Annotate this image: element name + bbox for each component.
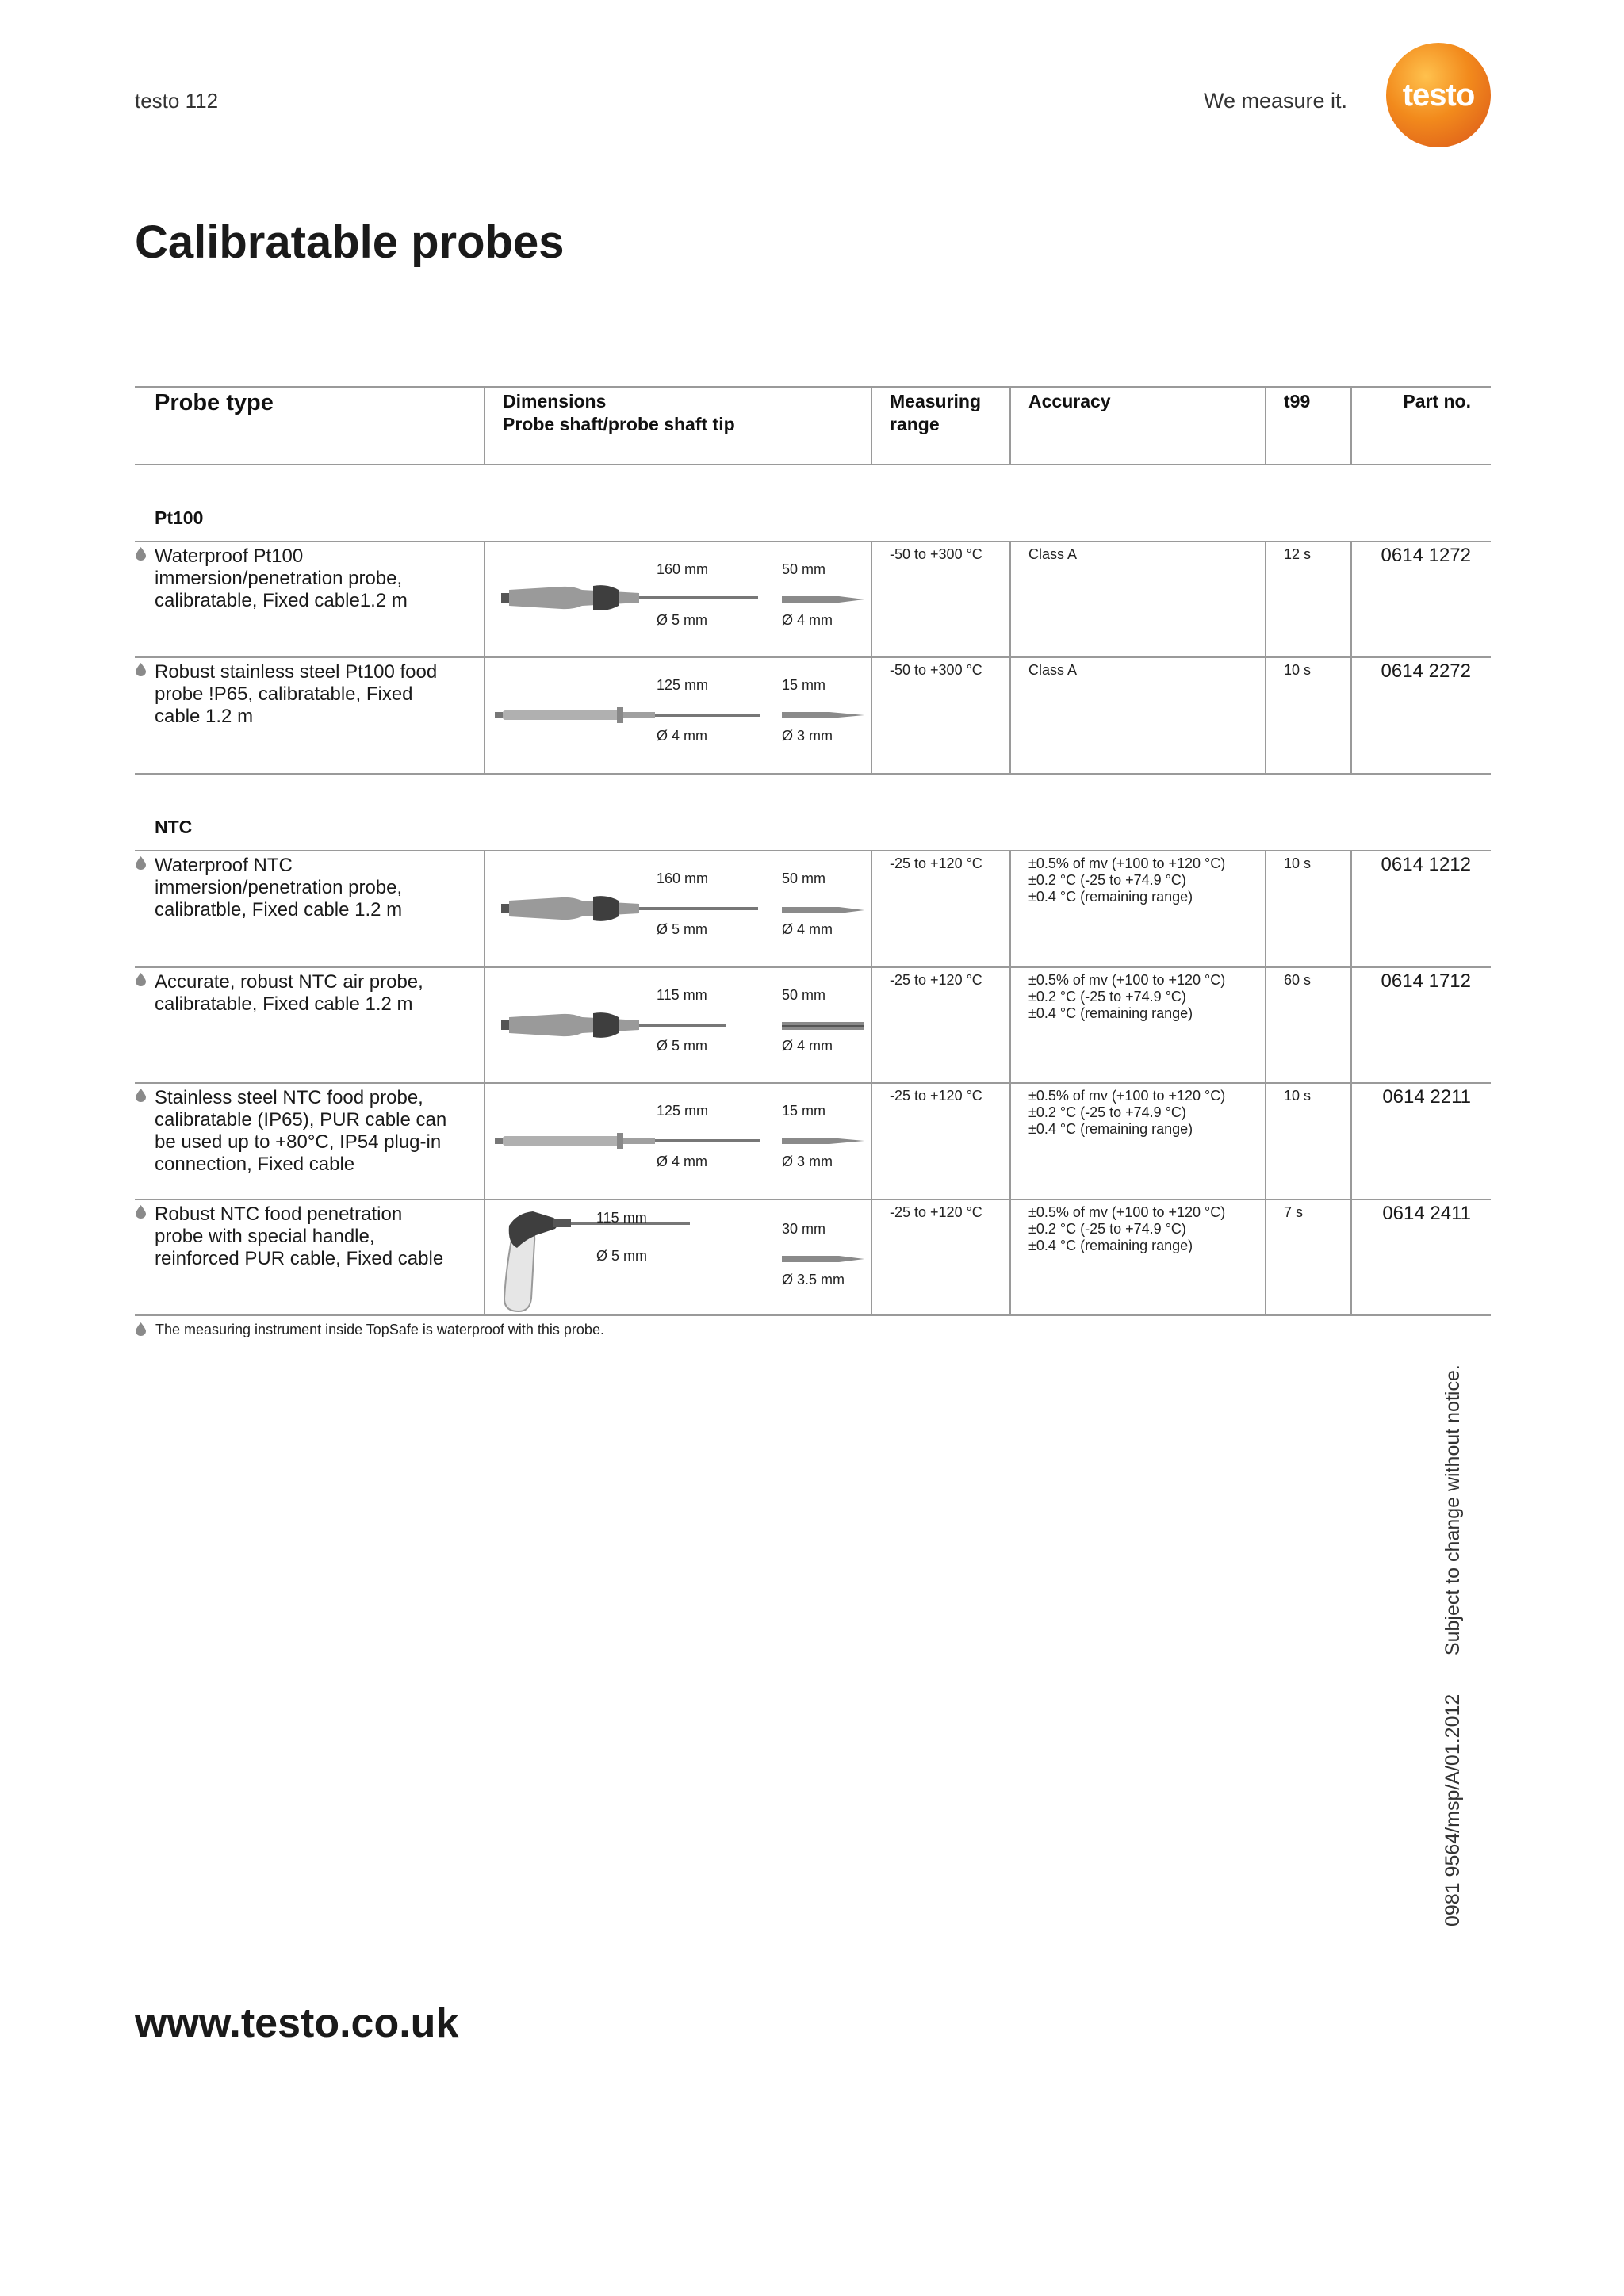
table-rule [135,386,1491,388]
probe-description-line: be used up to +80°C, IP54 plug-in [155,1131,442,1153]
probe-tip-image [782,1253,864,1265]
footnote: The measuring instrument inside TopSafe is waterproof with this probe. [155,1322,604,1337]
accuracy [1028,546,1077,563]
slogan: We measure it. [1204,89,1348,113]
t99-value: 10 s [1284,1088,1312,1104]
probe-description-line: calibratable, Fixed cable1.2 m [155,590,408,611]
table-vrule [871,386,872,464]
measuring-range: -25 to +120 °C [890,1088,982,1104]
table-vrule [1009,850,1011,1314]
shaft-diameter: Ø 5 mm [596,1248,648,1264]
shaft-diameter: Ø 4 mm [657,728,708,744]
table-vrule [1265,850,1266,1314]
probe-description-line: Accurate, robust NTC air probe, [155,971,423,993]
probe-description-line: probe !P65, calibratable, Fixed [155,683,413,705]
t99-value: 10 s [1284,662,1312,678]
table-rule [135,464,1491,465]
shaft-length: 160 mm [657,561,709,577]
probe-handle-image [498,1203,693,1313]
shaft-diameter: Ø 5 mm [657,612,708,628]
shaft-diameter: Ø 5 mm [657,1038,708,1054]
tip-diameter: Ø 3 mm [782,728,833,744]
header-range-line1: Measuring [890,391,982,411]
accuracy-line: Class A [1028,662,1078,678]
header-probe-type: Probe type [155,390,274,415]
tip-length: 15 mm [782,1103,826,1119]
table-rule [135,773,1491,775]
accuracy-line: ±0.5% of mv (+100 to +120 °C) [1028,1204,1226,1220]
logo-text: testo [1402,78,1475,113]
table-vrule [871,850,872,1314]
t99-value: 60 s [1284,972,1312,988]
probe-description [155,661,488,728]
probe-description [155,1203,488,1270]
table-rule [135,966,1491,968]
probe-description-line: connection, Fixed cable [155,1154,355,1175]
accuracy-line: ±0.4 °C (remaining range) [1028,1121,1193,1137]
probe-description-line: calibratble, Fixed cable 1.2 m [155,899,403,920]
tip-diameter: Ø 4 mm [782,612,833,628]
shaft-length: 115 mm [657,987,707,1003]
measuring-range: -50 to +300 °C [890,662,982,678]
section-ntc: NTC [155,817,193,837]
probe-description-line: calibratable, Fixed cable 1.2 m [155,993,413,1015]
part-number: 0614 2272 [1381,660,1471,682]
part-number: 0614 1212 [1381,854,1471,875]
table-vrule [1265,386,1266,464]
probe-tip-image [782,1135,864,1146]
probe-description-line: immersion/penetration probe, [155,568,403,589]
header-t99: t99 [1284,391,1311,411]
t99-value: 7 s [1284,1204,1304,1220]
shaft-length: 125 mm [657,677,709,693]
water-drop-icon [136,1089,146,1102]
tip-diameter: Ø 3.5 mm [782,1272,845,1288]
accuracy-line: ±0.2 °C (-25 to +74.9 °C) [1028,1104,1186,1120]
accuracy-line: ±0.4 °C (remaining range) [1028,1005,1193,1021]
measuring-range: -25 to +120 °C [890,855,982,871]
measuring-range: -25 to +120 °C [890,972,982,988]
probe-description [155,1087,488,1176]
table-rule [135,1199,1491,1200]
table-vrule [1265,541,1266,773]
accuracy [1028,972,1225,1022]
measuring-range: -25 to +120 °C [890,1204,982,1220]
t99-value: 12 s [1284,546,1312,562]
probe-handle-image [493,1130,763,1152]
table-rule [135,541,1491,542]
shaft-length: 160 mm [657,871,709,886]
tip-length: 50 mm [782,561,826,577]
tip-diameter: Ø 4 mm [782,921,833,937]
tip-length: 50 mm [782,871,826,886]
water-drop-icon [136,1205,146,1219]
probe-handle-image [500,891,761,926]
page-title: Calibratable probes [135,216,565,268]
accuracy [1028,1204,1225,1254]
probe-description [155,855,488,921]
probe-tip-image [782,1020,864,1032]
tip-diameter: Ø 4 mm [782,1038,833,1054]
section-pt100: Pt100 [155,507,204,528]
shaft-length: 125 mm [657,1103,709,1119]
accuracy-line: ±0.5% of mv (+100 to +120 °C) [1028,1088,1226,1104]
tip-length: 15 mm [782,677,826,693]
table-vrule [1009,541,1011,773]
probe-description-line: reinforced PUR cable, Fixed cable [155,1248,444,1269]
probe-tip-image [782,710,864,721]
probe-description-line: probe with special handle, [155,1226,375,1247]
probe-handle-image [500,580,761,615]
accuracy-line: ±0.5% of mv (+100 to +120 °C) [1028,972,1226,988]
part-number: 0614 2211 [1382,1086,1471,1108]
table-vrule [1350,850,1352,1314]
water-drop-icon [136,856,146,870]
product-name: testo 112 [135,89,219,113]
table-vrule [1009,386,1011,464]
table-vrule [1350,541,1352,773]
accuracy-line: ±0.2 °C (-25 to +74.9 °C) [1028,1221,1186,1237]
shaft-diameter: Ø 5 mm [657,921,708,937]
probe-description [155,545,488,612]
probe-description-line: Waterproof Pt100 [155,545,304,567]
table-rule [135,656,1491,658]
header-part-no: Part no. [1403,391,1471,411]
shaft-diameter: Ø 4 mm [657,1154,708,1169]
probe-tip-image [782,593,864,606]
water-drop-icon [136,1322,146,1336]
probe-description-line: immersion/penetration probe, [155,877,403,898]
accuracy-line: ±0.2 °C (-25 to +74.9 °C) [1028,872,1186,888]
probe-description-line: Stainless steel NTC food probe, [155,1087,423,1108]
probe-description-line: Robust stainless steel Pt100 food [155,661,438,683]
table-vrule [484,386,485,464]
probe-description [155,971,488,1016]
water-drop-icon [136,973,146,986]
probe-handle-image [493,704,763,726]
side-note: 0981 9564/msp/A/01.2012 Subject to change without notice. [1442,1364,1464,1927]
probe-tip-image [782,904,864,916]
header-range-line2: range [890,414,940,434]
tip-length: 30 mm [782,1221,826,1237]
table-rule [135,1314,1491,1316]
part-number: 0614 1272 [1381,545,1471,566]
accuracy [1028,662,1077,679]
accuracy-line: ±0.2 °C (-25 to +74.9 °C) [1028,989,1186,1004]
probe-description-line: Waterproof NTC [155,855,293,876]
header-dimensions-line2: Probe shaft/probe shaft tip [503,414,735,434]
tip-diameter: Ø 3 mm [782,1154,833,1169]
header-dimensions [503,390,735,436]
accuracy [1028,1088,1225,1138]
website-url: www.testo.co.uk [135,2000,459,2046]
accuracy-line: ±0.4 °C (remaining range) [1028,1238,1193,1253]
tip-length: 50 mm [782,987,826,1003]
table-vrule [871,541,872,773]
header-dimensions-line1: Dimensions [503,391,607,411]
accuracy-line: ±0.4 °C (remaining range) [1028,889,1193,905]
accuracy [1028,855,1225,905]
table-rule [135,1082,1491,1084]
probe-description-line: calibratable (IP65), PUR cable can [155,1109,447,1131]
accuracy-line: ±0.5% of mv (+100 to +120 °C) [1028,855,1226,871]
accuracy-line: Class A [1028,546,1078,562]
t99-value: 10 s [1284,855,1312,871]
shaft-length: 115 mm [596,1210,647,1226]
testo-logo-icon [1386,43,1491,147]
part-number: 0614 2411 [1382,1203,1471,1224]
table-rule [135,850,1491,851]
part-number: 0614 1712 [1381,970,1471,992]
header-range [890,390,981,436]
measuring-range: -50 to +300 °C [890,546,982,562]
probe-description-line: cable 1.2 m [155,706,254,727]
header-accuracy: Accuracy [1028,391,1111,411]
water-drop-icon [136,663,146,676]
probe-description-line: Robust NTC food penetration [155,1203,403,1225]
water-drop-icon [136,547,146,561]
